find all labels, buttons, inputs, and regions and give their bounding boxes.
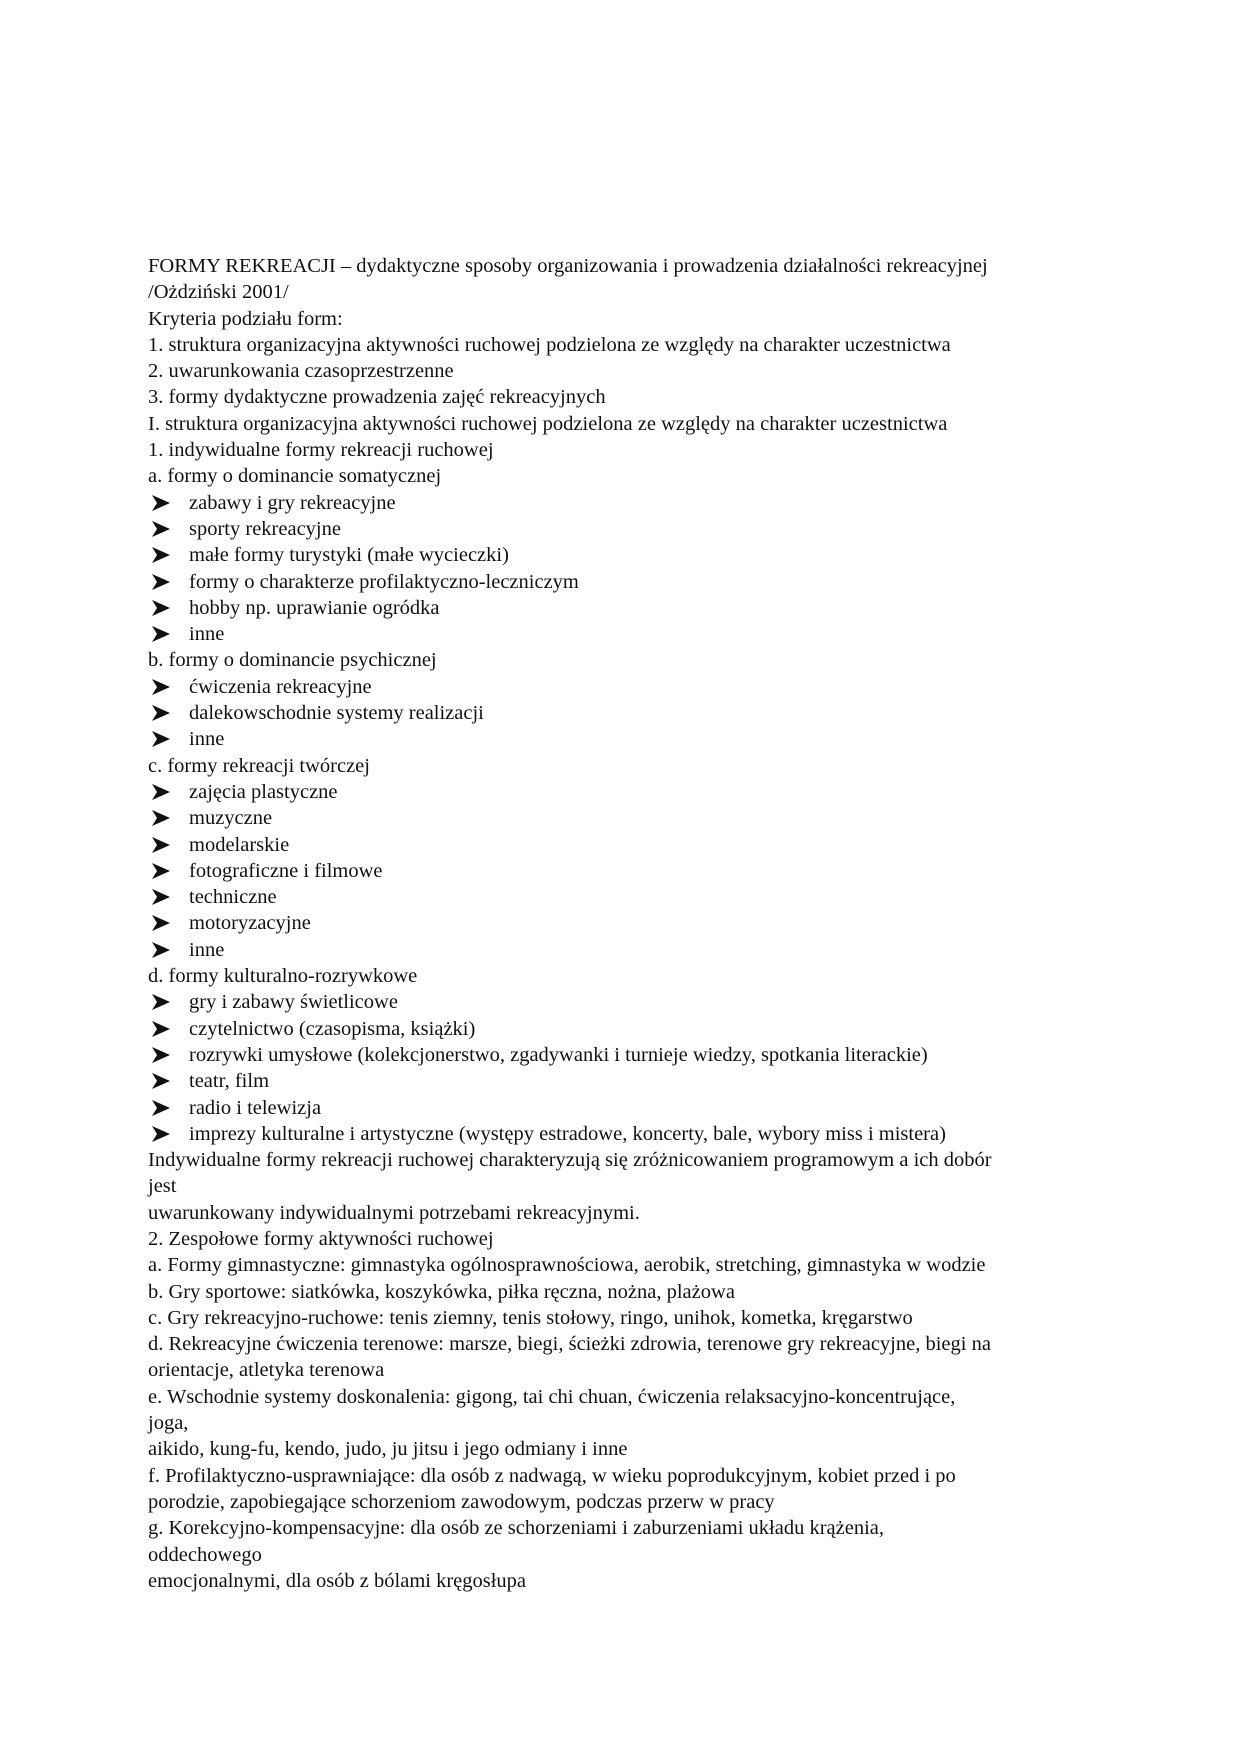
- arrowhead-icon: [150, 674, 172, 700]
- bullet-text: radio i telewizja: [189, 1096, 322, 1119]
- text-line: aikido, kung-fu, kendo, judo, ju jitsu i jego odmiany i inne: [148, 1438, 628, 1461]
- text-line: 3. formy dydaktyczne prowadzenia zajęć rekreacyjnych: [148, 386, 606, 409]
- arrowhead-icon: [150, 1016, 172, 1042]
- bullet-text: motoryzacyjne: [189, 912, 311, 935]
- arrowhead-icon: [150, 595, 172, 621]
- arrowhead-icon: [150, 884, 172, 910]
- arrowhead-icon: [150, 1068, 172, 1094]
- bullet-text: inne: [189, 728, 225, 751]
- bullet-item: [148, 674, 1096, 700]
- bullet-item: [148, 516, 1096, 542]
- arrowhead-icon: [150, 1042, 172, 1068]
- bullet-text: muzyczne: [189, 807, 273, 830]
- arrowhead-icon: [150, 516, 172, 542]
- text-line: c. Gry rekreacyjno-ruchowe: tenis ziemny, tenis stołowy, ringo, unihok, kometka, kręgarstwo: [148, 1306, 913, 1329]
- arrowhead-icon: [150, 542, 172, 568]
- text-line: e. Wschodnie systemy doskonalenia: gigong, tai chi chuan, ćwiczenia relaksacyjno-koncentrujące,: [148, 1385, 956, 1408]
- bullet-item: [148, 700, 1096, 726]
- arrowhead-icon: [150, 621, 172, 647]
- text-line: 1. struktura organizacyjna aktywności ruchowej podzielona ze względy na charakter uczestnictwa: [148, 333, 951, 356]
- arrowhead-icon: [150, 779, 172, 805]
- bullet-item: [148, 595, 1096, 621]
- text-line: FORMY REKREACJI – dydaktyczne sposoby organizowania i prowadzenia działalności rekreacyjnej: [148, 255, 988, 277]
- text-line: d. Rekreacyjne ćwiczenia terenowe: marsze, biegi, ścieżki zdrowia, terenowe gry rekreacyjne, biegi na: [148, 1333, 991, 1356]
- bullet-text: inne: [189, 623, 225, 646]
- text-line: a. Formy gimnastyczne: gimnastyka ogólnosprawnościowa, aerobik, stretching, gimnastyka w wodzie: [148, 1254, 986, 1277]
- bullet-text: fotograficzne i filmowe: [189, 859, 383, 882]
- text-line: b. formy o dominancie psychicznej: [148, 649, 437, 672]
- text-line: d. formy kulturalno-rozrywkowe: [148, 965, 418, 988]
- bullet-text: techniczne: [189, 886, 277, 909]
- text-line: uwarunkowany indywidualnymi potrzebami rekreacyjnymi.: [148, 1201, 640, 1224]
- bullet-text: hobby np. uprawianie ogródka: [189, 596, 440, 619]
- bullet-item: [148, 989, 1096, 1015]
- arrowhead-icon: [150, 1121, 172, 1147]
- arrowhead-icon: [150, 832, 172, 858]
- text-line: /Ożdziński 2001/: [148, 281, 289, 304]
- bullet-item: [148, 1016, 1096, 1042]
- bullet-item: [148, 858, 1096, 884]
- bullet-item: [148, 1068, 1096, 1094]
- bullet-text: zajęcia plastyczne: [189, 780, 338, 803]
- arrowhead-icon: [150, 937, 172, 963]
- bullet-text: gry i zabawy świetlicowe: [189, 991, 398, 1014]
- text-line: orientacje, atletyka terenowa: [148, 1359, 385, 1382]
- text-line: c. formy rekreacji twórczej: [148, 754, 370, 777]
- bullet-text: ćwiczenia rekreacyjne: [189, 675, 372, 698]
- bullet-text: rozrywki umysłowe (kolekcjonerstwo, zgadywanki i turnieje wiedzy, spotkania literackie): [189, 1043, 928, 1066]
- text-line: joga,: [148, 1412, 189, 1435]
- bullet-text: czytelnictwo (czasopisma, książki): [189, 1017, 476, 1040]
- text-line: oddechowego: [148, 1543, 262, 1566]
- text-line: I. struktura organizacyjna aktywności ruchowej podzielona ze względy na charakter uczestnictwa: [148, 412, 948, 435]
- bullet-text: formy o charakterze profilaktyczno-leczniczym: [189, 570, 579, 593]
- text-line: Kryteria podziału form:: [148, 307, 343, 330]
- arrowhead-icon: [150, 569, 172, 595]
- arrowhead-icon: [150, 910, 172, 936]
- bullet-text: małe formy turystyki (małe wycieczki): [189, 544, 509, 567]
- bullet-item: [148, 726, 1096, 752]
- text-line: jest: [148, 1175, 177, 1198]
- arrowhead-icon: [150, 989, 172, 1015]
- bullet-item: [148, 621, 1096, 647]
- bullet-text: zabawy i gry rekreacyjne: [189, 491, 396, 514]
- arrowhead-icon: [150, 1095, 172, 1121]
- arrowhead-icon: [150, 805, 172, 831]
- bullet-item: [148, 832, 1096, 858]
- text-line: f. Profilaktyczno-usprawniające: dla osób z nadwagą, w wieku poprodukcyjnym, kobiet przed i po: [148, 1464, 956, 1487]
- bullet-item: [148, 884, 1096, 910]
- bullet-item: [148, 1121, 1096, 1147]
- text-line: Indywidualne formy rekreacji ruchowej charakteryzują się zróżnicowaniem programowym a ich dobór: [148, 1149, 992, 1172]
- arrowhead-icon: [150, 858, 172, 884]
- bullet-text: modelarskie: [189, 833, 290, 856]
- bullet-text: dalekowschodnie systemy realizacji: [189, 702, 484, 725]
- bullet-item: [148, 805, 1096, 831]
- bullet-item: [148, 910, 1096, 936]
- bullet-text: imprezy kulturalne i artystyczne (występy estradowe, koncerty, bale, wybory miss i mistera): [189, 1122, 946, 1145]
- text-line: 2. uwarunkowania czasoprzestrzenne: [148, 360, 454, 383]
- arrowhead-icon: [150, 700, 172, 726]
- bullet-item: [148, 1095, 1096, 1121]
- bullet-text: sporty rekreacyjne: [189, 517, 341, 540]
- text-line: a. formy o dominancie somatycznej: [148, 465, 442, 488]
- bullet-text: teatr, film: [189, 1070, 270, 1093]
- bullet-item: [148, 937, 1096, 963]
- bullet-item: [148, 490, 1096, 516]
- arrowhead-icon: [150, 726, 172, 752]
- text-line: 1. indywidualne formy rekreacji ruchowej: [148, 439, 494, 462]
- document-body: [148, 253, 1096, 1594]
- bullet-item: [148, 542, 1096, 568]
- text-line: emocjonalnymi, dla osób z bólami kręgosłupa: [148, 1569, 527, 1592]
- bullet-item: [148, 569, 1096, 595]
- arrowhead-icon: [150, 490, 172, 516]
- bullet-item: [148, 779, 1096, 805]
- text-line: porodzie, zapobiegające schorzeniom zawodowym, podczas przerw w pracy: [148, 1490, 775, 1513]
- bullet-item: [148, 1042, 1096, 1068]
- text-line: 2. Zespołowe formy aktywności ruchowej: [148, 1227, 494, 1250]
- text-line: b. Gry sportowe: siatkówka, koszykówka, piłka ręczna, nożna, plażowa: [148, 1280, 735, 1303]
- bullet-text: inne: [189, 938, 225, 961]
- text-line: g. Korekcyjno-kompensacyjne: dla osób ze schorzeniami i zaburzeniami układu krążenia,: [148, 1517, 885, 1540]
